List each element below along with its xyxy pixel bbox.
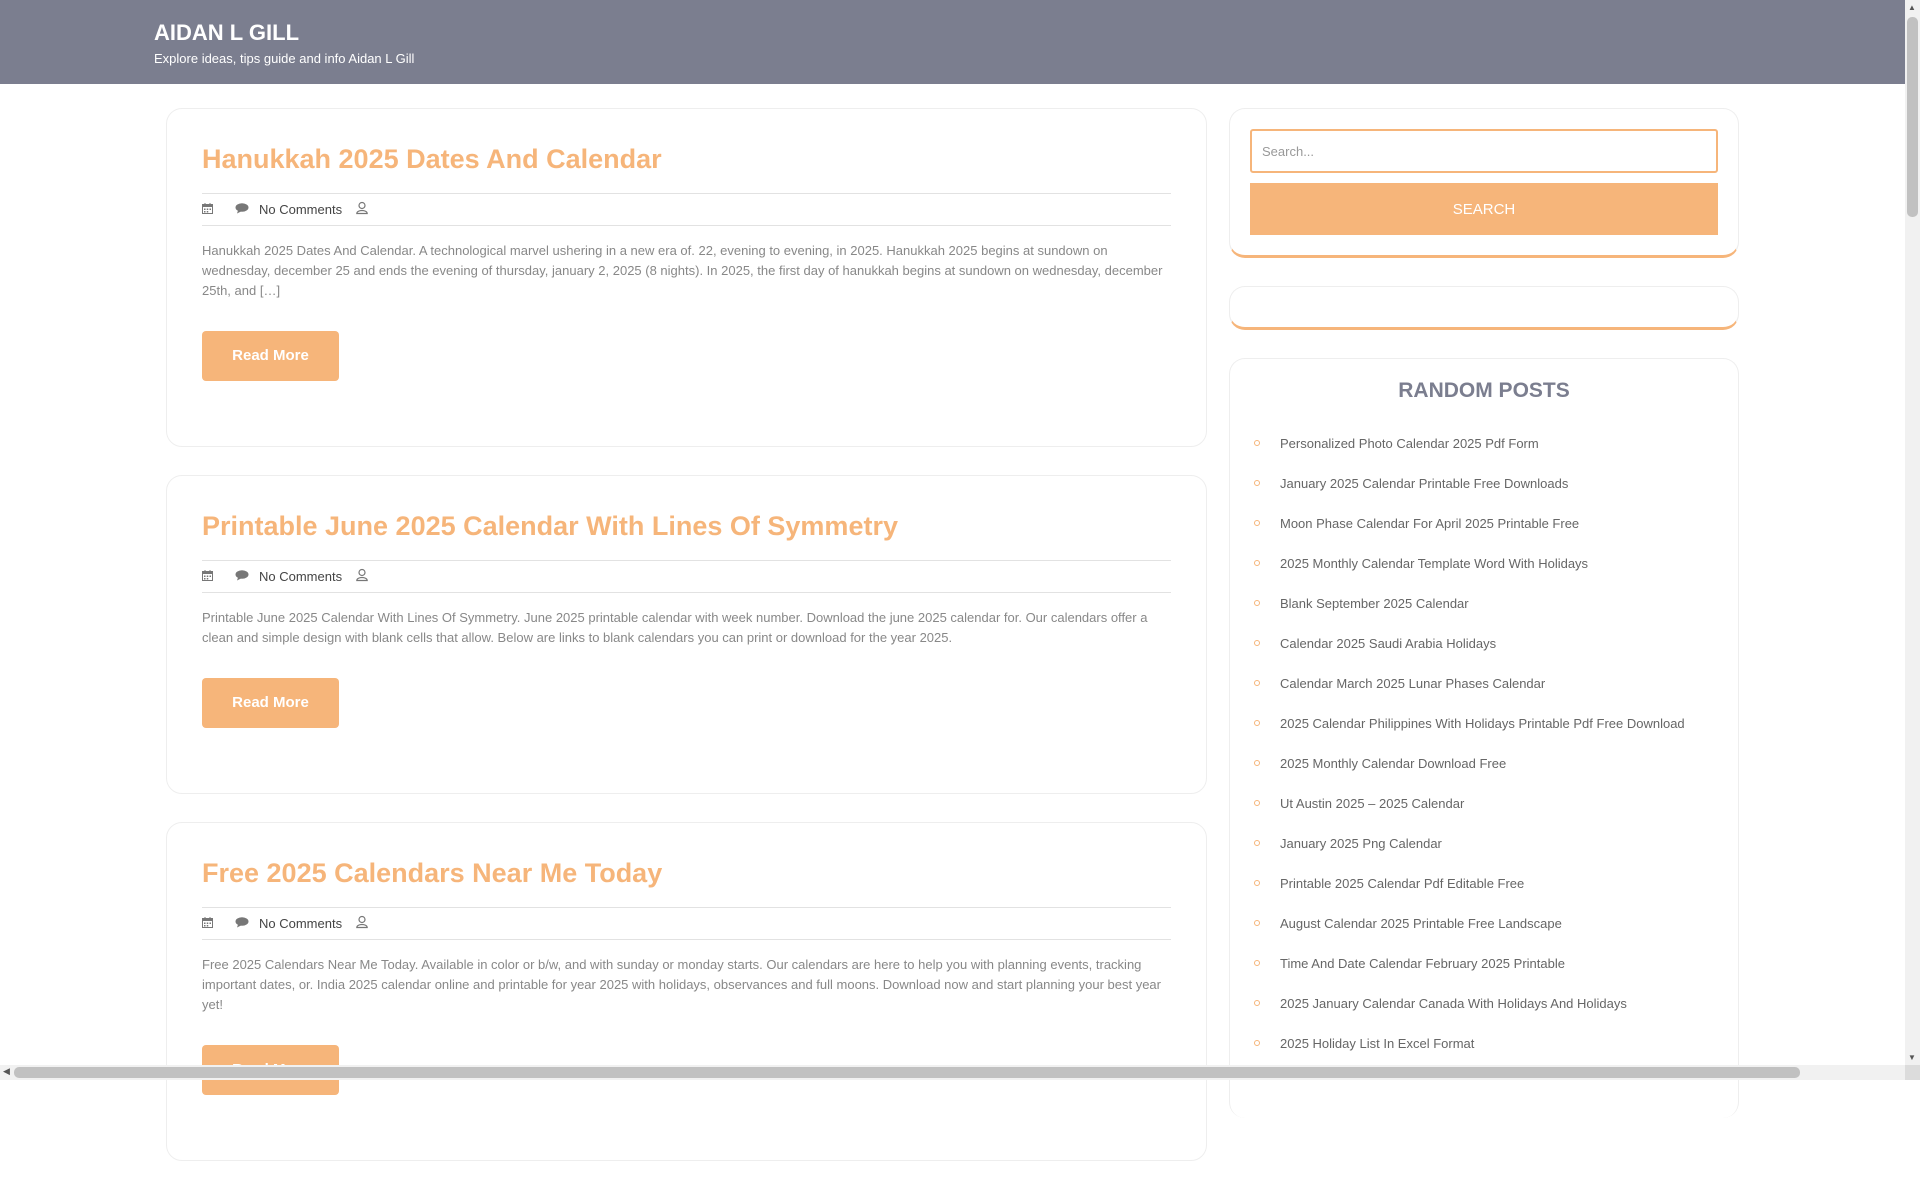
- list-item: [1250, 463, 1718, 503]
- circle-bullet-icon: [1254, 480, 1260, 486]
- post-card: [166, 822, 1207, 1161]
- random-post-link[interactable]: Personalized Photo Calendar 2025 Pdf Form: [1280, 435, 1539, 451]
- random-posts-list: [1250, 423, 1718, 1063]
- circle-bullet-icon: [1254, 840, 1260, 846]
- calendar-icon: [202, 569, 213, 584]
- comment-icon: [235, 202, 249, 217]
- list-item: [1250, 503, 1718, 543]
- calendar-icon: [202, 202, 213, 217]
- circle-bullet-icon: [1254, 720, 1260, 726]
- list-item: [1250, 823, 1718, 863]
- list-item: [1250, 1023, 1718, 1063]
- random-post-link[interactable]: 2025 Holiday List In Excel Format: [1280, 1035, 1475, 1051]
- list-item: [1250, 583, 1718, 623]
- comments-count: No Comments: [259, 202, 343, 217]
- random-post-link[interactable]: January 2025 Calendar Printable Free Downloads: [1280, 475, 1569, 491]
- scroll-left-icon[interactable]: ◀: [3, 1066, 10, 1076]
- post-meta: [202, 560, 1171, 593]
- random-post-link[interactable]: Blank September 2025 Calendar: [1280, 595, 1469, 611]
- random-posts-title: RANDOM POSTS: [1398, 379, 1570, 402]
- comment-icon: [235, 916, 249, 931]
- circle-bullet-icon: [1254, 1040, 1260, 1046]
- vertical-scrollbar[interactable]: [1905, 0, 1920, 1065]
- random-post-link[interactable]: Calendar March 2025 Lunar Phases Calendar: [1280, 675, 1546, 691]
- random-posts-widget: [1229, 358, 1739, 1118]
- post-excerpt: Free 2025 Calendars Near Me Today. Available in color or b/w, and with sunday or monday starts. Our calendars are here to help you with planning events, tracking important dates, or. India 2025 calendar online and printable for year 2025 with holidays, observances and full moons. Download now and start planning your best year yet!: [202, 957, 1161, 1012]
- search-button[interactable]: SEARCH: [1250, 183, 1718, 235]
- post-title[interactable]: Free 2025 Calendars Near Me Today: [202, 858, 663, 888]
- list-item: [1250, 743, 1718, 783]
- post-card: [166, 475, 1207, 794]
- random-post-link[interactable]: Time And Date Calendar February 2025 Printable: [1280, 955, 1565, 971]
- scroll-down-icon[interactable]: ▼: [1908, 1053, 1916, 1062]
- post-card: [166, 108, 1207, 447]
- random-post-link[interactable]: Printable 2025 Calendar Pdf Editable Free: [1280, 875, 1525, 891]
- list-item: [1250, 543, 1718, 583]
- post-excerpt: Hanukkah 2025 Dates And Calendar. A technological marvel ushering in a new era of. 22, evening to evening, in 2025. Hanukkah 2025 begins at sundown on wednesday, december 25 and ends the evening of thursday, january 2, 2025 (8 nights). In 2025, the first day of hanukkah begins at sundown on wednesday, december 25th, and […]: [202, 243, 1163, 298]
- empty-widget: [1229, 286, 1739, 330]
- comments-count: No Comments: [259, 569, 343, 584]
- circle-bullet-icon: [1254, 520, 1260, 526]
- post-meta: [202, 193, 1171, 226]
- list-item: [1250, 663, 1718, 703]
- comments-link[interactable]: [235, 916, 356, 931]
- comments-link[interactable]: [235, 202, 356, 217]
- comments-count: No Comments: [259, 916, 343, 931]
- circle-bullet-icon: [1254, 600, 1260, 606]
- random-post-link[interactable]: 2025 Monthly Calendar Download Free: [1280, 755, 1507, 771]
- site-description: Explore ideas, tips guide and info Aidan L Gill: [154, 51, 415, 66]
- search-input[interactable]: [1250, 129, 1718, 173]
- scrollbar-corner: [1905, 1065, 1920, 1080]
- circle-bullet-icon: [1254, 920, 1260, 926]
- list-item: [1250, 783, 1718, 823]
- post-excerpt: Printable June 2025 Calendar With Lines Of Symmetry. June 2025 printable calendar with week number. Download the june 2025 calendar for. Our calendars offer a clean and simple design with blank cells that allow. Below are links to blank calendars you can print or download for the year 2025.: [202, 610, 1148, 645]
- comment-icon: [235, 569, 249, 584]
- random-post-link[interactable]: 2025 Calendar Philippines With Holidays Printable Pdf Free Download: [1280, 715, 1685, 731]
- horizontal-scroll-thumb[interactable]: [14, 1067, 1800, 1078]
- read-more-button[interactable]: Read More: [202, 331, 339, 381]
- circle-bullet-icon: [1254, 640, 1260, 646]
- circle-bullet-icon: [1254, 680, 1260, 686]
- random-post-link[interactable]: 2025 Monthly Calendar Template Word With Holidays: [1280, 555, 1589, 571]
- horizontal-scrollbar[interactable]: [0, 1065, 1920, 1080]
- random-post-link[interactable]: Calendar 2025 Saudi Arabia Holidays: [1280, 635, 1497, 651]
- random-post-link[interactable]: 2025 January Calendar Canada With Holidays And Holidays: [1280, 995, 1627, 1011]
- random-post-link[interactable]: January 2025 Png Calendar: [1280, 835, 1442, 851]
- vertical-scroll-thumb[interactable]: [1907, 17, 1918, 217]
- circle-bullet-icon: [1254, 960, 1260, 966]
- user-icon: [356, 916, 368, 931]
- site-header: [0, 0, 1905, 84]
- circle-bullet-icon: [1254, 440, 1260, 446]
- random-post-link[interactable]: Moon Phase Calendar For April 2025 Printable Free: [1280, 515, 1580, 531]
- circle-bullet-icon: [1254, 1000, 1260, 1006]
- list-item: [1250, 943, 1718, 983]
- list-item: [1250, 903, 1718, 943]
- user-icon: [356, 569, 368, 584]
- user-icon: [356, 202, 368, 217]
- post-list: [166, 108, 1207, 1189]
- scroll-up-icon[interactable]: ▲: [1908, 3, 1916, 12]
- random-post-link[interactable]: August Calendar 2025 Printable Free Landscape: [1280, 915, 1562, 931]
- random-post-link[interactable]: Ut Austin 2025 – 2025 Calendar: [1280, 795, 1465, 811]
- circle-bullet-icon: [1254, 760, 1260, 766]
- list-item: [1250, 983, 1718, 1023]
- post-meta: [202, 907, 1171, 940]
- circle-bullet-icon: [1254, 880, 1260, 886]
- list-item: [1250, 423, 1718, 463]
- list-item: [1250, 863, 1718, 903]
- comments-link[interactable]: [235, 569, 356, 584]
- calendar-icon: [202, 916, 213, 931]
- sidebar: [1229, 108, 1739, 1146]
- list-item: [1250, 623, 1718, 663]
- post-title[interactable]: Printable June 2025 Calendar With Lines Of Symmetry: [202, 511, 898, 541]
- site-title[interactable]: AIDAN L GILL: [154, 20, 300, 45]
- list-item: [1250, 703, 1718, 743]
- circle-bullet-icon: [1254, 800, 1260, 806]
- post-title[interactable]: Hanukkah 2025 Dates And Calendar: [202, 144, 662, 174]
- read-more-button[interactable]: Read More: [202, 678, 339, 728]
- search-widget: [1229, 108, 1739, 258]
- circle-bullet-icon: [1254, 560, 1260, 566]
